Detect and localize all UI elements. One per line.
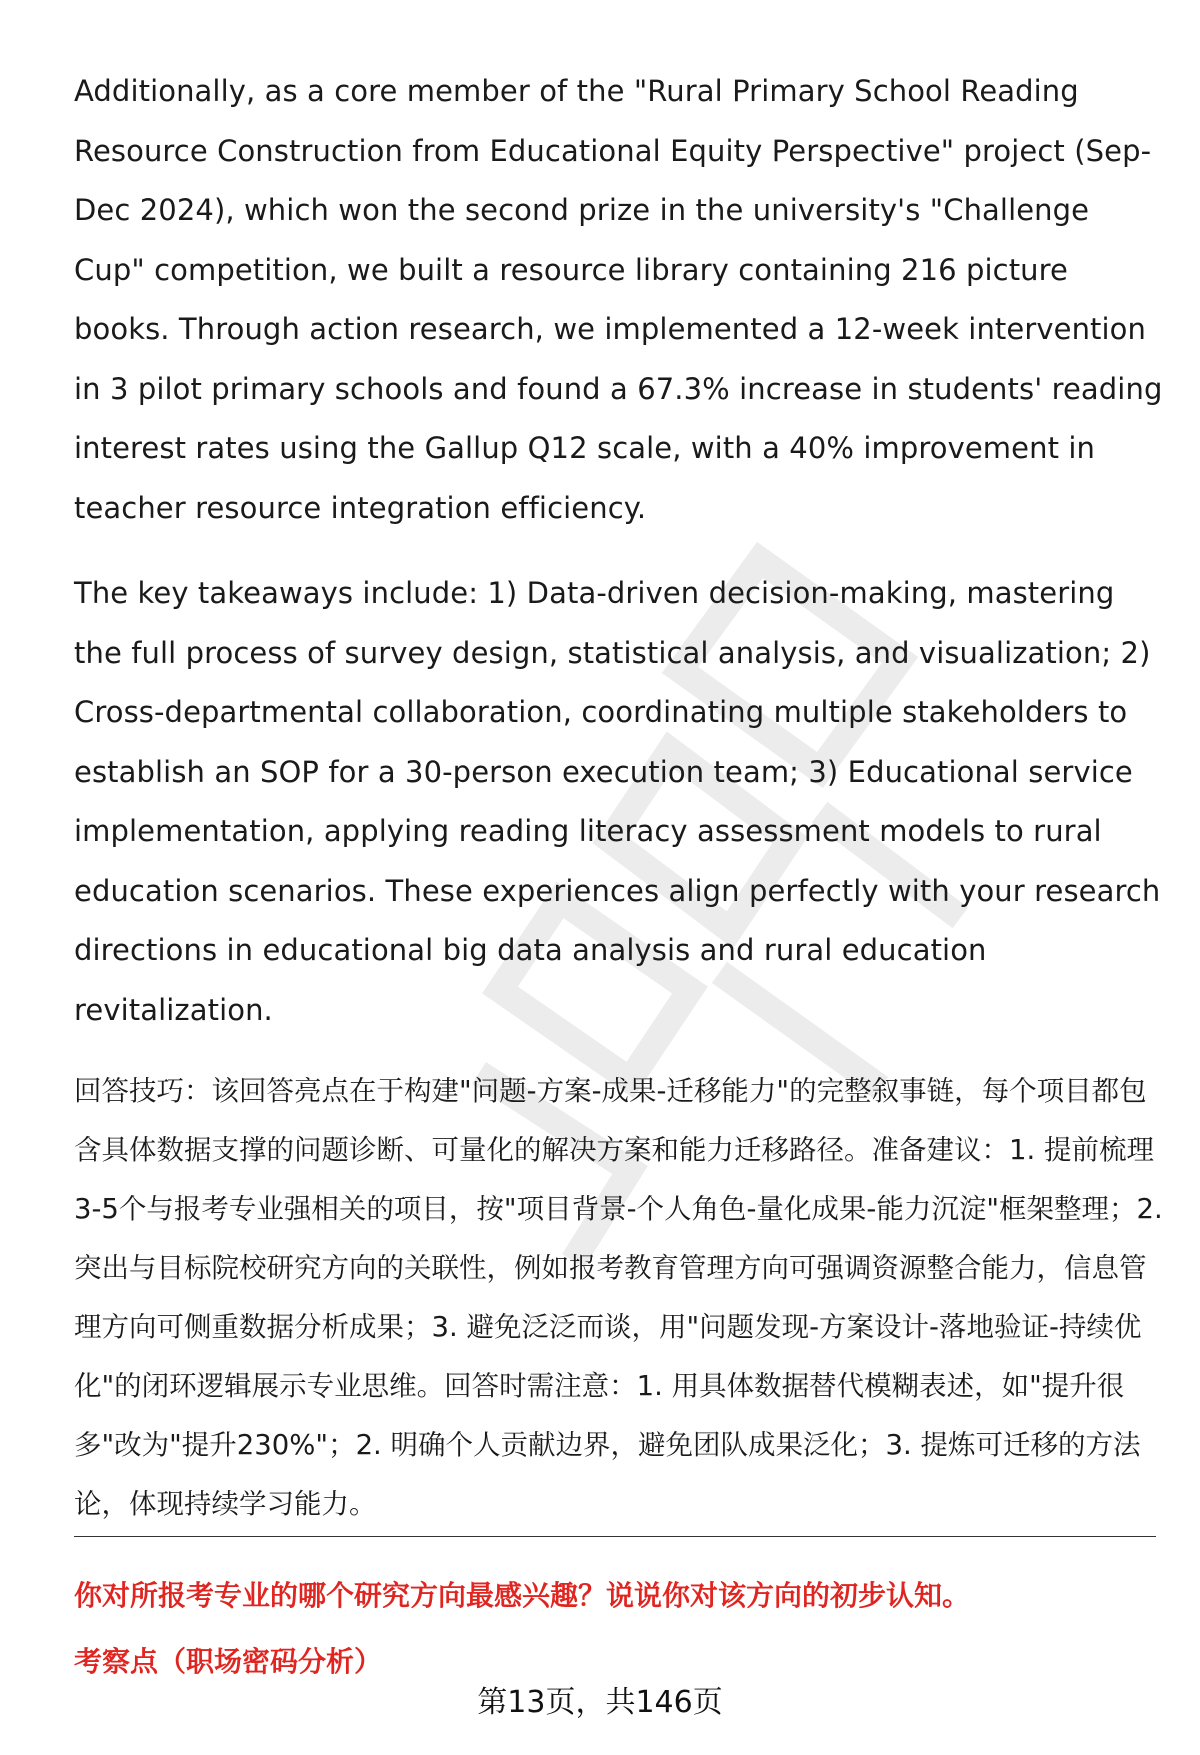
section-divider (74, 1536, 1156, 1537)
paragraph-takeaways: The key takeaways include: 1) Data-driven decision-making, mastering the full process of survey design, statistical analysis, and visualization; 2) Cross-departmental collaboration, coordinating multiple stakeholders to establish an SOP for a 30-person execution team; 3) Educational service implementation, applying reading literacy assessment models to rural education scenarios. These experiences align perfectly with your research directions in educational big data analysis and rural education revitalization. (74, 576, 1161, 1027)
answer-tips: 回答技巧：该回答亮点在于构建"问题-方案-成果-迁移能力"的完整叙事链，每个项目都包含具体数据支撑的问题诊断、可量化的解决方案和能力迁移路径。准备建议：1. 提前梳理3-5个与报考专业强相关的项目，按"项目背景-个人角色-量化成果-能力沉淀"框架整理；2. 突出与目标院校研究方向的关联性，例如报考教育管理方向可强调资源整合能力，信息管理方向可侧重数据分析成果；3. 避免泛泛而谈，用"问题发现-方案设计-落地验证-持续优化"的闭环逻辑展示专业思维。回答时需注意：1. 用具体数据替代模糊表述，如"提升很多"改为"提升230%"；2. 明确个人贡献边界，避免团队成果泛化；3. 提炼可迁移的方法论，体现持续学习能力。 (74, 1075, 1163, 1520)
exam-point-heading: 考察点（职场密码分析） (74, 1645, 383, 1678)
next-question-heading: 你对所报考专业的哪个研究方向最感兴趣？说说你对该方向的初步认知。 (74, 1579, 971, 1612)
main-content (74, 62, 1164, 1534)
page-number: 第13页，共146页 (477, 1685, 723, 1720)
paragraph-project: Additionally, as a core member of the "Rural Primary School Reading Resource Construction from Educational Equity Perspective" project (Sep-Dec 2024), which won the second prize in the university's "Challenge Cup" competition, we built a resource library containing 216 picture books. Through action research, we implemented a 12-week intervention in 3 pilot primary schools and found a 67.3% increase in students' reading interest rates using the Gallup Q12 scale, with a 40% improvement in teacher resource integration efficiency. (74, 74, 1163, 525)
